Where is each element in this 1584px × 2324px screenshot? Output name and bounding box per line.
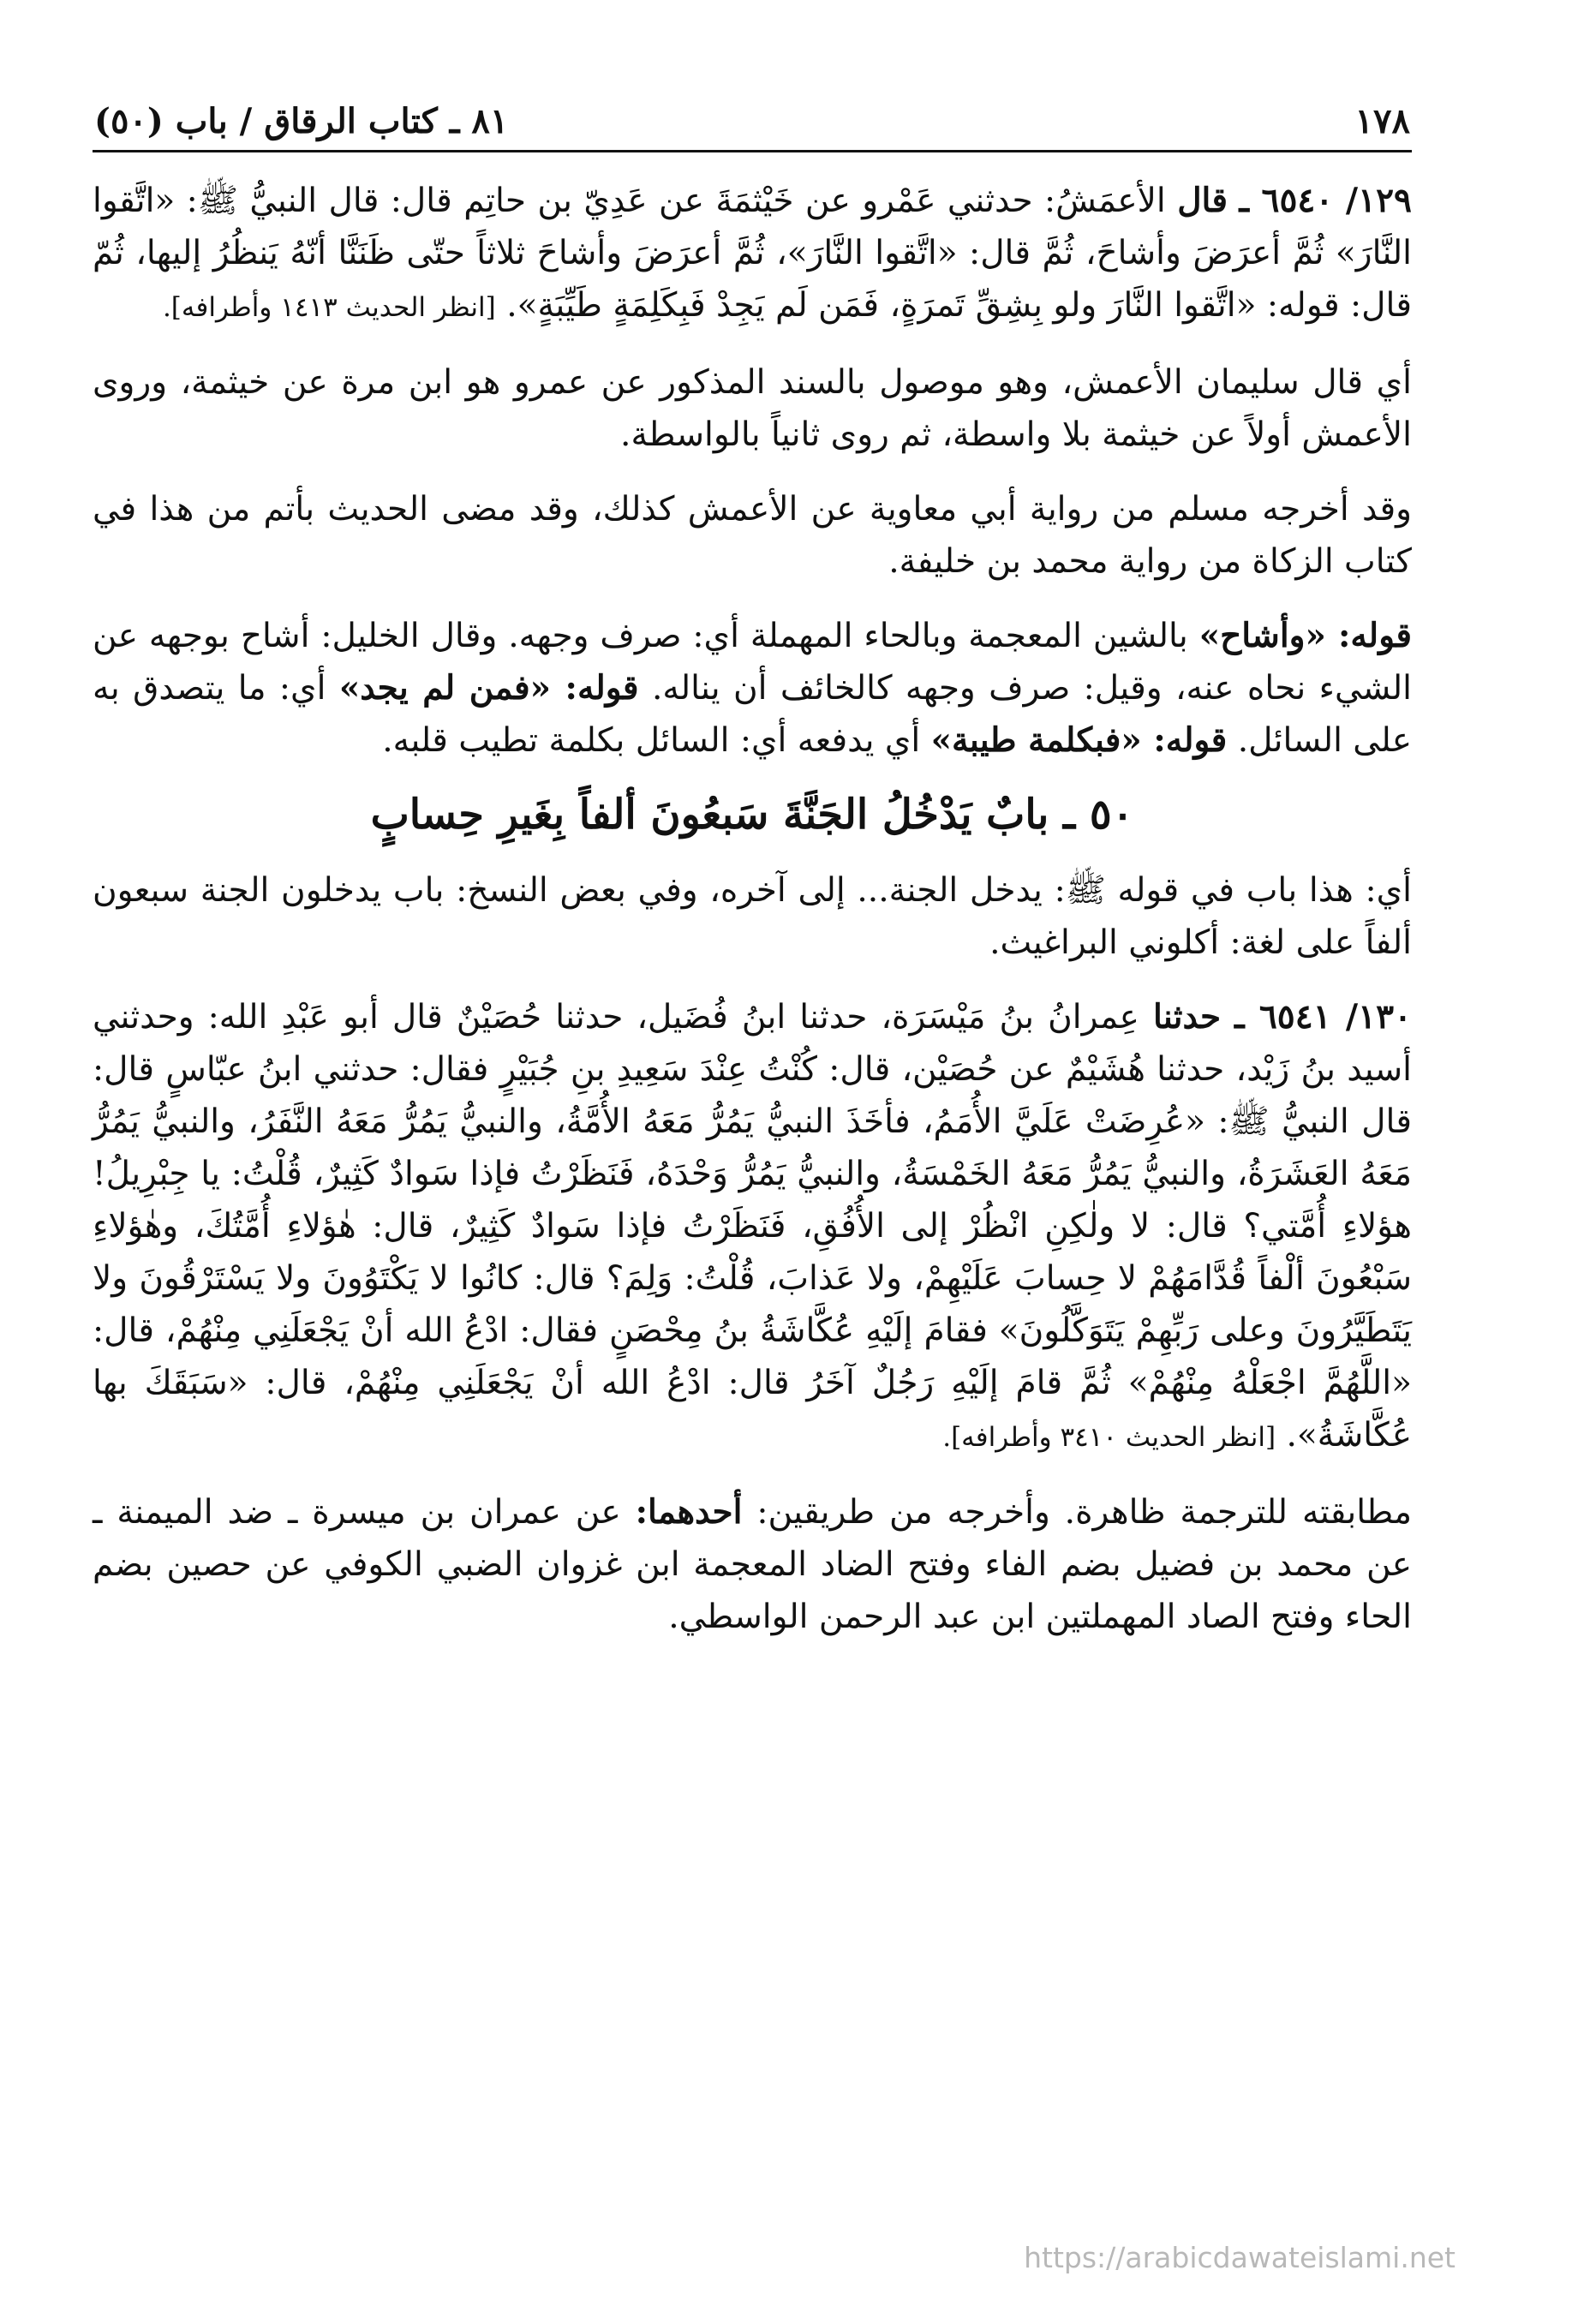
- hadith-lead: قال: [1177, 181, 1228, 220]
- book-page: [93, 101, 1412, 1665]
- chapter-intro: أي: هذا باب في قوله ﷺ: يدخل الجنة... إلى آخره، وفي بعض النسخ: باب يدخلون الجنة سبعون ألفاً على لغة: أكلوني البراغيث.: [93, 871, 1412, 962]
- hadith-text: الأعمَشُ: حدثني عَمْرو عن خَيْثمَةَ عن عَدِيّ بن حاتِم قال: قال النبيُّ ﷺ: «اتَّقوا النَّارَ» ثُمَّ أعرَضَ وأشاحَ، ثُمَّ قال: «اتَّقوا النَّارَ»، ثُمَّ أعرَضَ وأشاحَ ثلاثاً حتّى ظَنَنَّا أنّهُ يَنظُرُ إليها، ثُمّ قال: قوله: «اتَّقوا النَّارَ ولو بِشِقِّ تَمرَةٍ، فَمَن لَم يَجِدْ فَبِكَلِمَةٍ طَيِّبَةٍ».: [93, 182, 1412, 325]
- chapter-heading: ٥٠ ـ بابٌ يَدْخُلُ الجَنَّةَ سَبعُونَ ألفاً بِغَيرِ حِسابٍ: [370, 791, 1134, 839]
- commentary-paragraph: [93, 610, 1412, 767]
- hadith-reference: [انظر الحديث ٣٤١٠ وأطرافه].: [942, 1422, 1276, 1453]
- commentary-text: بالشين المعجمة وبالحاء المهملة أي: صرف وجهه. وقال الخليل: أشاح بوجهه عن الشيء نحاه عنه، وقيل: صرف وجهه كالخائف أن يناله.: [93, 617, 1412, 708]
- commentary-lead: قوله: «فمن لم يجد»: [338, 668, 639, 708]
- hadith-number: ١٣٠/ ٦٥٤١ ـ: [1234, 997, 1412, 1037]
- commentary-lead: أحدهما:: [635, 1492, 743, 1532]
- page-number: ١٧٨: [1354, 101, 1410, 141]
- commentary-lead: قوله: «وأشاح»: [1198, 616, 1412, 655]
- commentary-text: أي يدفعه أي: السائل بكلمة تطيب قلبه.: [382, 721, 921, 760]
- commentary-text: مطابقته للترجمة ظاهرة. وأخرجه من طريقين:: [756, 1493, 1412, 1532]
- hadith-129: [93, 175, 1412, 334]
- commentary-text: أي: ما يتصدق به على السائل.: [93, 669, 1412, 760]
- hadith-number: ١٢٩/ ٦٥٤٠ ـ: [1239, 181, 1412, 220]
- commentary-lead: قوله: «فبكلمة طيبة»: [930, 720, 1228, 760]
- running-header: [93, 101, 1412, 152]
- commentary-paragraph: [93, 1486, 1412, 1643]
- running-title: ٨١ ـ كتاب الرقاق / باب (٥٠): [94, 101, 509, 141]
- commentary-text: عن عمران بن ميسرة ـ ضد الميمنة ـ عن محمد بن فضيل بضم الفاء وفتح الضاد المعجمة ابن غزوان الضبي الكوفي عن حصين بضم الحاء وفتح الصاد المهملتين ابن عبد الرحمن الواسطي.: [93, 1493, 1412, 1636]
- hadith-text: عِمرانُ بنُ مَيْسَرَة، حدثنا ابنُ فُضَيل، حدثنا حُصَيْنٌ قال أبو عَبْدِ الله: وحدثني أسيد بنُ زَيْد، حدثنا هُشَيْمٌ عن حُصَيْن، قال: كُنْتُ عِنْدَ سَعِيدِ بنِ جُبَيْرٍ فقال: حدثني ابنُ عبّاسٍ قال: قال النبيُّ ﷺ: «عُرِضَتْ عَلَيَّ الأُمَمُ، فأخَذَ النبيُّ يَمُرُّ مَعَهُ الأُمَّةُ، والنبيُّ يَمُرُّ مَعَهُ النَّفَرُ، والنبيُّ يَمُرُّ مَعَهُ العَشَرَةُ، والنبيُّ يَمُرُّ مَعَهُ الخَمْسَةُ، والنبيُّ يَمُرُّ وَحْدَهُ، فَنَظَرْتُ فإذا سَوادٌ كَثِيرٌ، قُلْتُ: يا جِبْرِيلُ! هؤلاءِ أُمَّتي؟ قال: لا ولٰكِنِ انْظُرْ إلى الأُفُقِ، فَنَظَرْتُ فإذا سَوادٌ كَثِيرٌ، قال: هٰؤلاءِ أُمَّتُكَ، وهٰؤلاءِ سَبْعُونَ ألْفاً قُدَّامَهُمْ لا حِسابَ عَلَيْهِمْ، ولا عَذابَ، قُلْتُ: وَلِمَ؟ قال: كانُوا لا يَكْتَوُونَ ولا يَسْتَرْقُونَ ولا يَتَطَيَّرُونَ وعلى رَبِّهِمْ يَتَوَكَّلُونَ» فقامَ إلَيْهِ عُكَّاشَةُ بنُ مِحْصَنٍ فقال: ادْعُ الله أنْ يَجْعَلَنِي مِنْهُمْ، قال: «اللَّهُمَّ اجْعَلْهُ مِنْهُمْ» ثُمَّ قامَ إلَيْهِ رَجُلٌ آخَرُ قال: ادْعُ الله أنْ يَجْعَلَنِي مِنْهُمْ، قال: «سَبَقَكَ بها عُكَّاشَةُ».: [93, 998, 1412, 1455]
- hadith-reference: [انظر الحديث ١٤١٣ وأطرافه].: [162, 292, 496, 323]
- watermark-url: https://arabicdawateislami.net: [1024, 2241, 1455, 2274]
- commentary-paragraph: وقد أخرجه مسلم من رواية أبي معاوية عن الأعمش كذلك، وقد مضى الحديث بأتم من هذا في كتاب الزكاة من رواية محمد بن خليفة.: [93, 490, 1412, 581]
- hadith-lead: حدثنا: [1153, 997, 1222, 1037]
- hadith-130: [93, 991, 1412, 1464]
- commentary-paragraph: أي قال سليمان الأعمش، وهو موصول بالسند المذكور عن عمرو هو ابن مرة عن خيثمة، وروى الأعمش أولاً عن خيثمة بلا واسطة، ثم روى ثانياً بالواسطة.: [93, 363, 1412, 454]
